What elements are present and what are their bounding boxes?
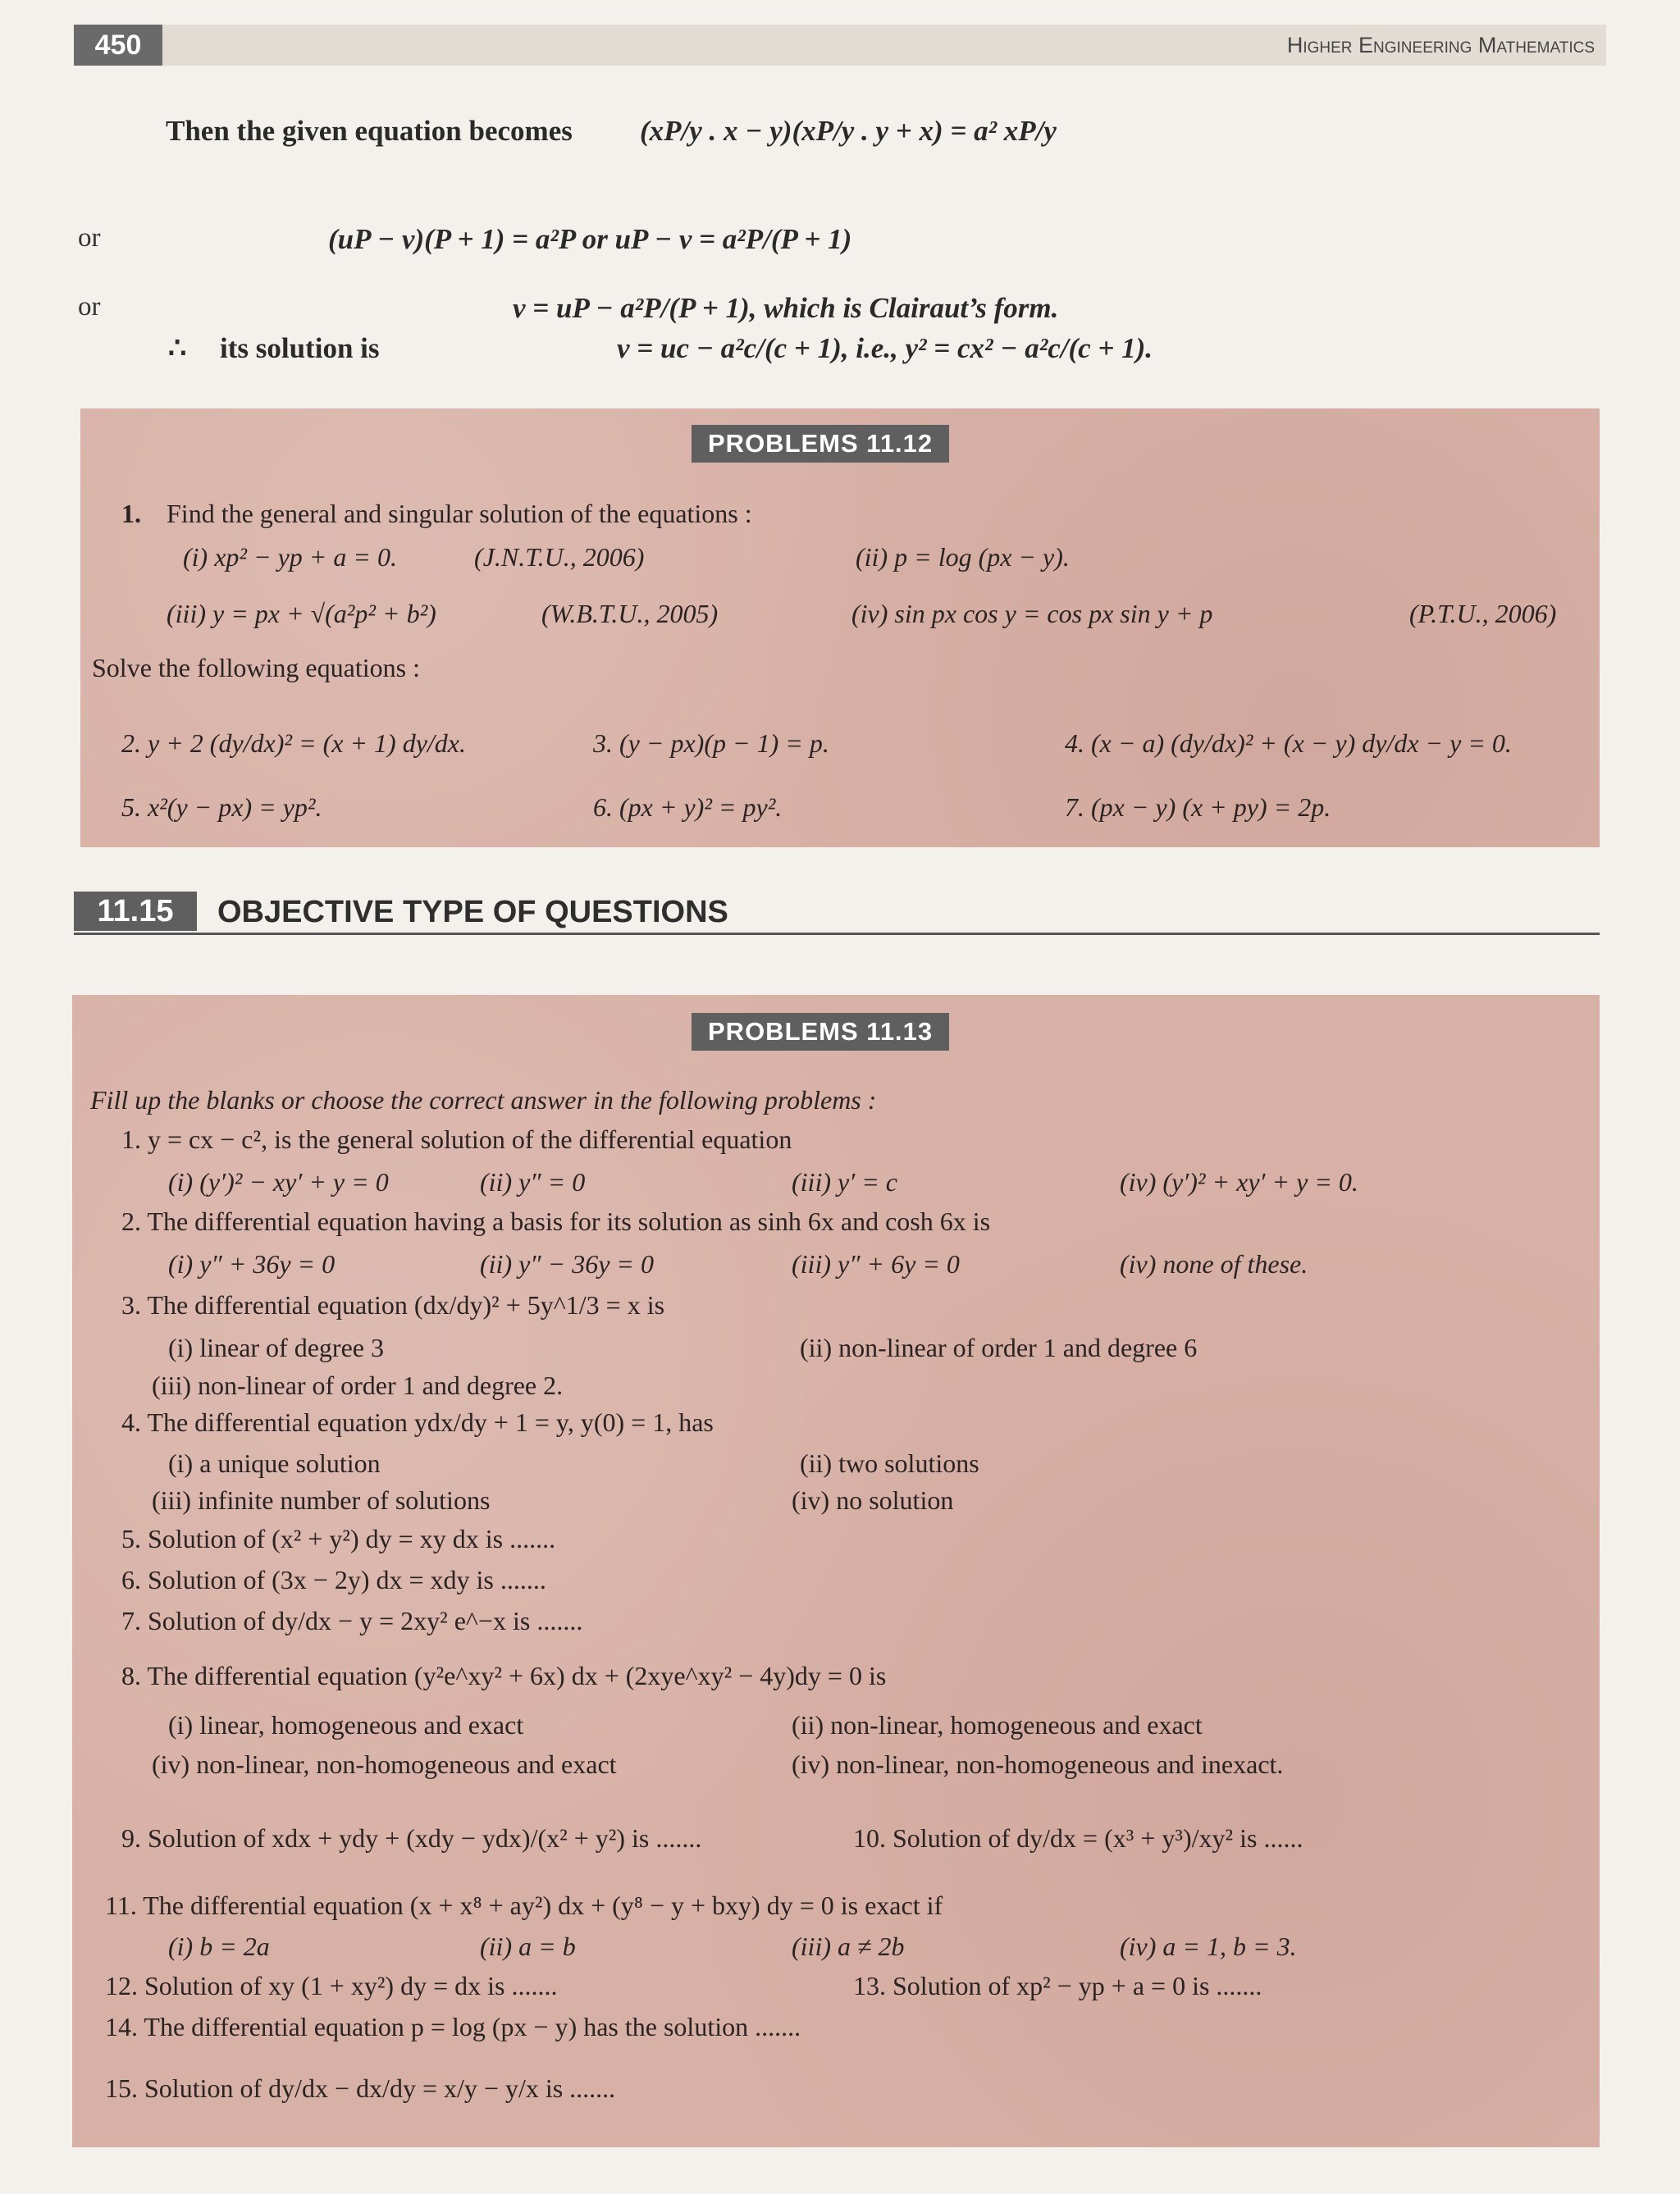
p1213-q4-option-iv: (iv) no solution: [792, 1485, 954, 1515]
p1213-q11: 11. The differential equation (x + x⁸ + ay²) dx + (y⁸ − y + bxy) dy = 0 is exact if: [105, 1891, 943, 1920]
p1213-q8-option-i: (i) linear, homogeneous and exact: [168, 1710, 524, 1740]
p1212-q1-text: Find the general and singular solution of the equations :: [167, 499, 752, 528]
p1213-q11-option-i: (i) b = 2a: [168, 1932, 270, 1961]
p1213-q4-option-ii: (ii) two solutions: [800, 1448, 979, 1478]
or-label-1: or: [78, 223, 101, 253]
p1213-q10: 10. Solution of dy/dx = (x³ + y³)/xy² is ......: [853, 1823, 1303, 1853]
p1212-q1-option-iii-ref: (W.B.T.U., 2005): [541, 599, 719, 628]
p1212-q1-option-i-ref: (J.N.T.U., 2006): [474, 542, 645, 572]
p1213-q3-option-i: (i) linear of degree 3: [168, 1333, 384, 1362]
p1213-q1-option-iv: (iv) (y′)² + xy′ + y = 0.: [1120, 1167, 1358, 1197]
intro-line-1-equation: (xP/y . x − y)(xP/y . y + x) = a² xP/y: [640, 115, 1057, 147]
intro-line-4-equation: v = uc − a²c/(c + 1), i.e., y² = cx² − a²c/(c + 1).: [617, 332, 1153, 364]
p1212-q1-number: 1.: [121, 499, 141, 528]
p1213-q4-option-i: (i) a unique solution: [168, 1448, 381, 1478]
p1213-q3-option-iii: (iii) non-linear of order 1 and degree 2.: [152, 1371, 564, 1400]
p1213-q4: 4. The differential equation ydx/dy + 1 = y, y(0) = 1, has: [121, 1407, 714, 1437]
intro-line-1-text: Then the given equation becomes: [166, 115, 573, 147]
p1212-q1-option-i: (i) xp² − yp + a = 0.: [183, 542, 397, 572]
problems-11-12-title: PROBLEMS 11.12: [692, 425, 949, 463]
p1213-q11-option-iv: (iv) a = 1, b = 3.: [1120, 1932, 1297, 1961]
or-label-2: or: [78, 292, 101, 322]
p1212-solve-heading: Solve the following equations :: [92, 653, 420, 682]
p1212-q1-option-iv-ref: (P.T.U., 2006): [1409, 599, 1557, 628]
page-number: 450: [74, 25, 162, 66]
p1213-q11-option-ii: (ii) a = b: [480, 1932, 576, 1961]
p1213-q15: 15. Solution of dy/dx − dx/dy = x/y − y/x is .......: [105, 2073, 616, 2103]
running-header: [74, 25, 1606, 66]
problems-11-13-title: PROBLEMS 11.13: [692, 1013, 949, 1051]
p1213-q8-option-iii: (iv) non-linear, non-homogeneous and exact: [152, 1749, 617, 1779]
p1212-q3: 3. (y − px)(p − 1) = p.: [593, 728, 829, 758]
p1212-q7: 7. (px − y) (x + py) = 2p.: [1065, 792, 1331, 822]
p1213-q6: 6. Solution of (3x − 2y) dx = xdy is .......: [121, 1565, 546, 1594]
p1213-q2-option-i: (i) y″ + 36y = 0: [168, 1249, 336, 1279]
p1213-q13: 13. Solution of xp² − yp + a = 0 is .......: [853, 1971, 1262, 2000]
p1213-instruction: Fill up the blanks or choose the correct answer in the following problems :: [90, 1085, 877, 1115]
p1213-q1-option-i: (i) (y′)² − xy′ + y = 0: [168, 1167, 389, 1197]
p1212-q1-option-iv: (iv) sin px cos y = cos px sin y + p: [851, 599, 1213, 628]
intro-line-4-text: its solution is: [220, 332, 380, 364]
section-title: OBJECTIVE TYPE OF QUESTIONS: [217, 895, 728, 929]
section-number: 11.15: [74, 892, 197, 931]
section-heading: [74, 892, 1600, 935]
problems-11-12-box: [80, 408, 1600, 847]
p1213-q2: 2. The differential equation having a basis for its solution as sinh 6x and cosh 6x is: [121, 1206, 991, 1236]
running-head-title: Higher Engineering Mathematics: [1286, 33, 1595, 57]
p1212-q5: 5. x²(y − px) = yp².: [121, 792, 322, 822]
p1213-q8-option-ii: (ii) non-linear, homogeneous and exact: [792, 1710, 1203, 1740]
p1213-q8-option-iv: (iv) non-linear, non-homogeneous and inexact.: [792, 1749, 1284, 1779]
p1212-q6: 6. (px + y)² = py².: [593, 792, 783, 822]
p1213-q11-option-iii: (iii) a ≠ 2b: [792, 1932, 905, 1961]
p1213-q1-option-iii: (iii) y′ = c: [792, 1167, 897, 1197]
intro-line-3-equation: v = uP − a²P/(P + 1), which is Clairaut’s form.: [513, 292, 1059, 324]
p1213-q12: 12. Solution of xy (1 + xy²) dy = dx is .......: [105, 1971, 558, 2000]
p1213-q1: 1. y = cx − c², is the general solution of the differential equation: [121, 1124, 792, 1154]
p1213-q3-option-ii: (ii) non-linear of order 1 and degree 6: [800, 1333, 1198, 1362]
p1213-q2-option-ii: (ii) y″ − 36y = 0: [480, 1249, 655, 1279]
p1213-q7: 7. Solution of dy/dx − y = 2xy² e^−x is .......: [121, 1606, 583, 1635]
p1212-q2: 2. y + 2 (dy/dx)² = (x + 1) dy/dx.: [121, 728, 466, 758]
p1213-q4-option-iii: (iii) infinite number of solutions: [152, 1485, 491, 1515]
p1213-q14: 14. The differential equation p = log (px − y) has the solution .......: [105, 2012, 801, 2041]
therefore-symbol: ∴: [168, 332, 187, 364]
p1213-q2-option-iv: (iv) none of these.: [1120, 1249, 1308, 1279]
p1213-q9: 9. Solution of xdx + ydy + (xdy − ydx)/(x² + y²) is .......: [121, 1823, 702, 1853]
problems-11-13-box: [72, 995, 1600, 2147]
p1212-q1-option-ii: (ii) p = log (px − y).: [856, 542, 1070, 572]
p1213-q5: 5. Solution of (x² + y²) dy = xy dx is .......: [121, 1524, 556, 1553]
p1212-q1-option-iii: (iii) y = px + √(a²p² + b²): [167, 599, 436, 628]
intro-line-2-equation: (uP − v)(P + 1) = a²P or uP − v = a²P/(P + 1): [328, 223, 852, 255]
p1213-q8: 8. The differential equation (y²e^xy² + 6x) dx + (2xye^xy² − 4y)dy = 0 is: [121, 1661, 887, 1690]
p1213-q2-option-iii: (iii) y″ + 6y = 0: [792, 1249, 960, 1279]
p1212-q4: 4. (x − a) (dy/dx)² + (x − y) dy/dx − y = 0.: [1065, 728, 1512, 758]
p1213-q3: 3. The differential equation (dx/dy)² + 5y^1/3 = x is: [121, 1290, 665, 1320]
p1213-q1-option-ii: (ii) y″ = 0: [480, 1167, 586, 1197]
